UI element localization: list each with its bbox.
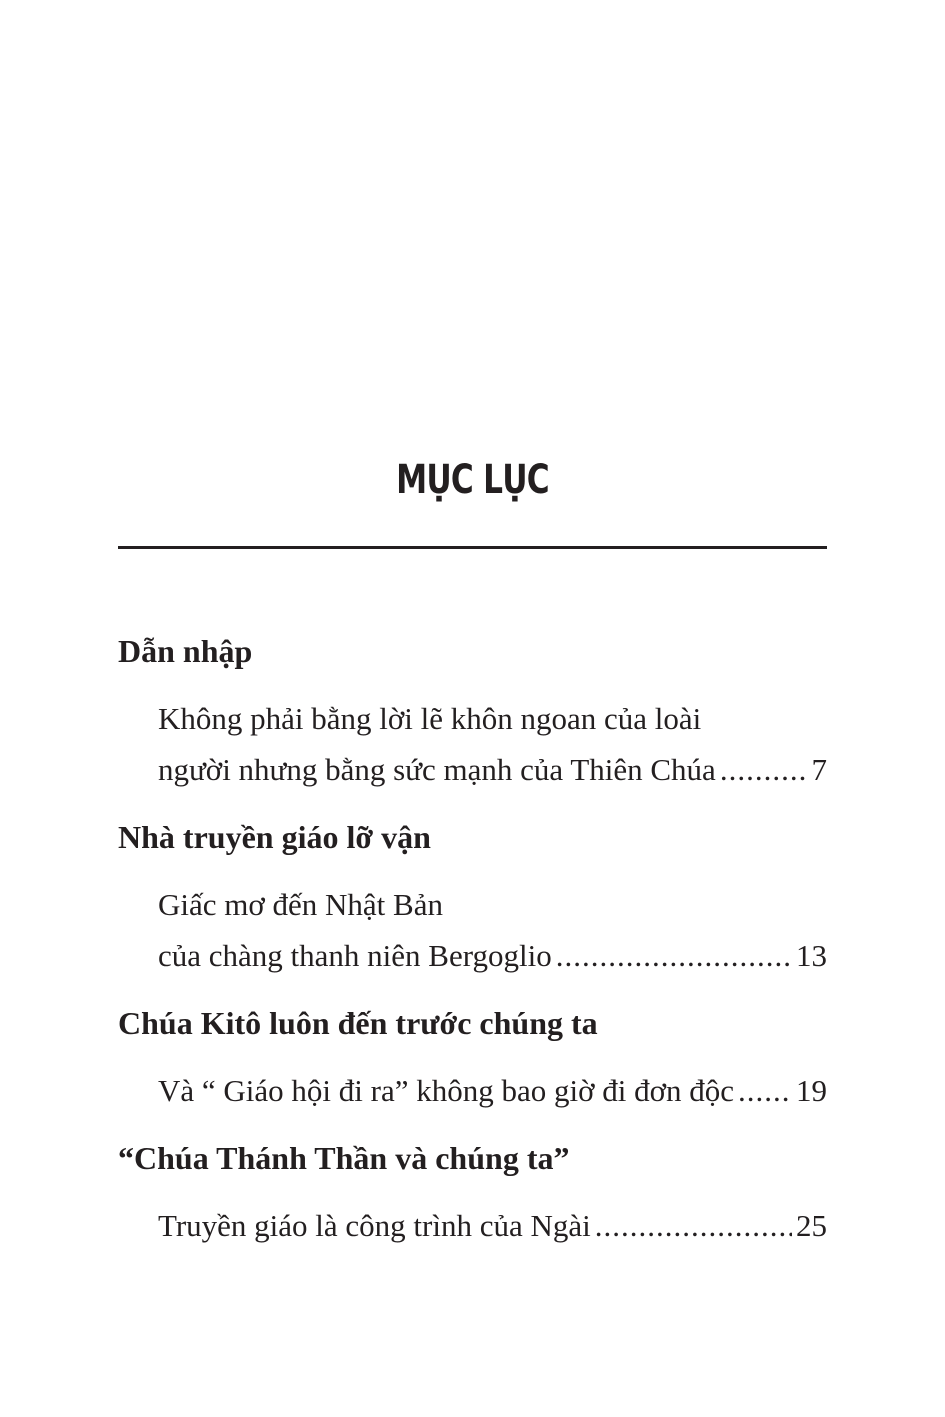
toc-section-intro <box>118 626 827 795</box>
toc-section-heading[interactable]: Nhà truyền giáo lỡ vận <box>118 819 431 855</box>
dot-leader <box>556 930 792 981</box>
toc-entry-text: Và “ Giáo hội đi ra” không bao giờ đi đơn độc <box>158 1073 735 1108</box>
toc-section-heading[interactable]: Chúa Kitô luôn đến trước chúng ta <box>118 1005 598 1041</box>
dot-leader <box>738 1065 792 1116</box>
toc-section-heading[interactable]: “Chúa Thánh Thần và chúng ta” <box>118 1140 570 1176</box>
toc-page-number: 25 <box>796 1208 827 1243</box>
toc-entry-last-line <box>158 1065 827 1116</box>
toc-entry-last-line <box>158 744 827 795</box>
toc-section-christ <box>118 998 827 1116</box>
toc-page-number: 19 <box>796 1073 827 1108</box>
toc-entry-text: của chàng thanh niên Bergoglio <box>158 938 552 973</box>
toc-entry[interactable] <box>118 1200 827 1251</box>
toc-entry-last-line <box>158 1200 827 1251</box>
toc-entry[interactable] <box>118 879 827 981</box>
toc-entry-last-line <box>158 930 827 981</box>
toc-entry[interactable] <box>118 1065 827 1116</box>
toc-entry-text: Truyền giáo là công trình của Ngài <box>158 1208 591 1243</box>
toc-section-holy-spirit <box>118 1133 827 1251</box>
toc-page-number: 13 <box>796 938 827 973</box>
title-divider <box>118 546 827 549</box>
table-of-contents <box>118 626 827 1251</box>
toc-entry-line: Không phải bằng lời lẽ khôn ngoan của loài <box>158 701 702 736</box>
page-title: MỤC LỤC <box>396 457 549 503</box>
dot-leader <box>595 1200 792 1251</box>
toc-entry-line: Giấc mơ đến Nhật Bản <box>158 887 443 922</box>
dot-leader <box>720 744 808 795</box>
toc-page-number: 7 <box>811 752 827 787</box>
toc-section-missionary <box>118 812 827 981</box>
toc-section-heading[interactable]: Dẫn nhập <box>118 633 253 669</box>
toc-entry[interactable] <box>118 693 827 795</box>
toc-entry-text: người nhưng bằng sức mạnh của Thiên Chúa <box>158 752 716 787</box>
